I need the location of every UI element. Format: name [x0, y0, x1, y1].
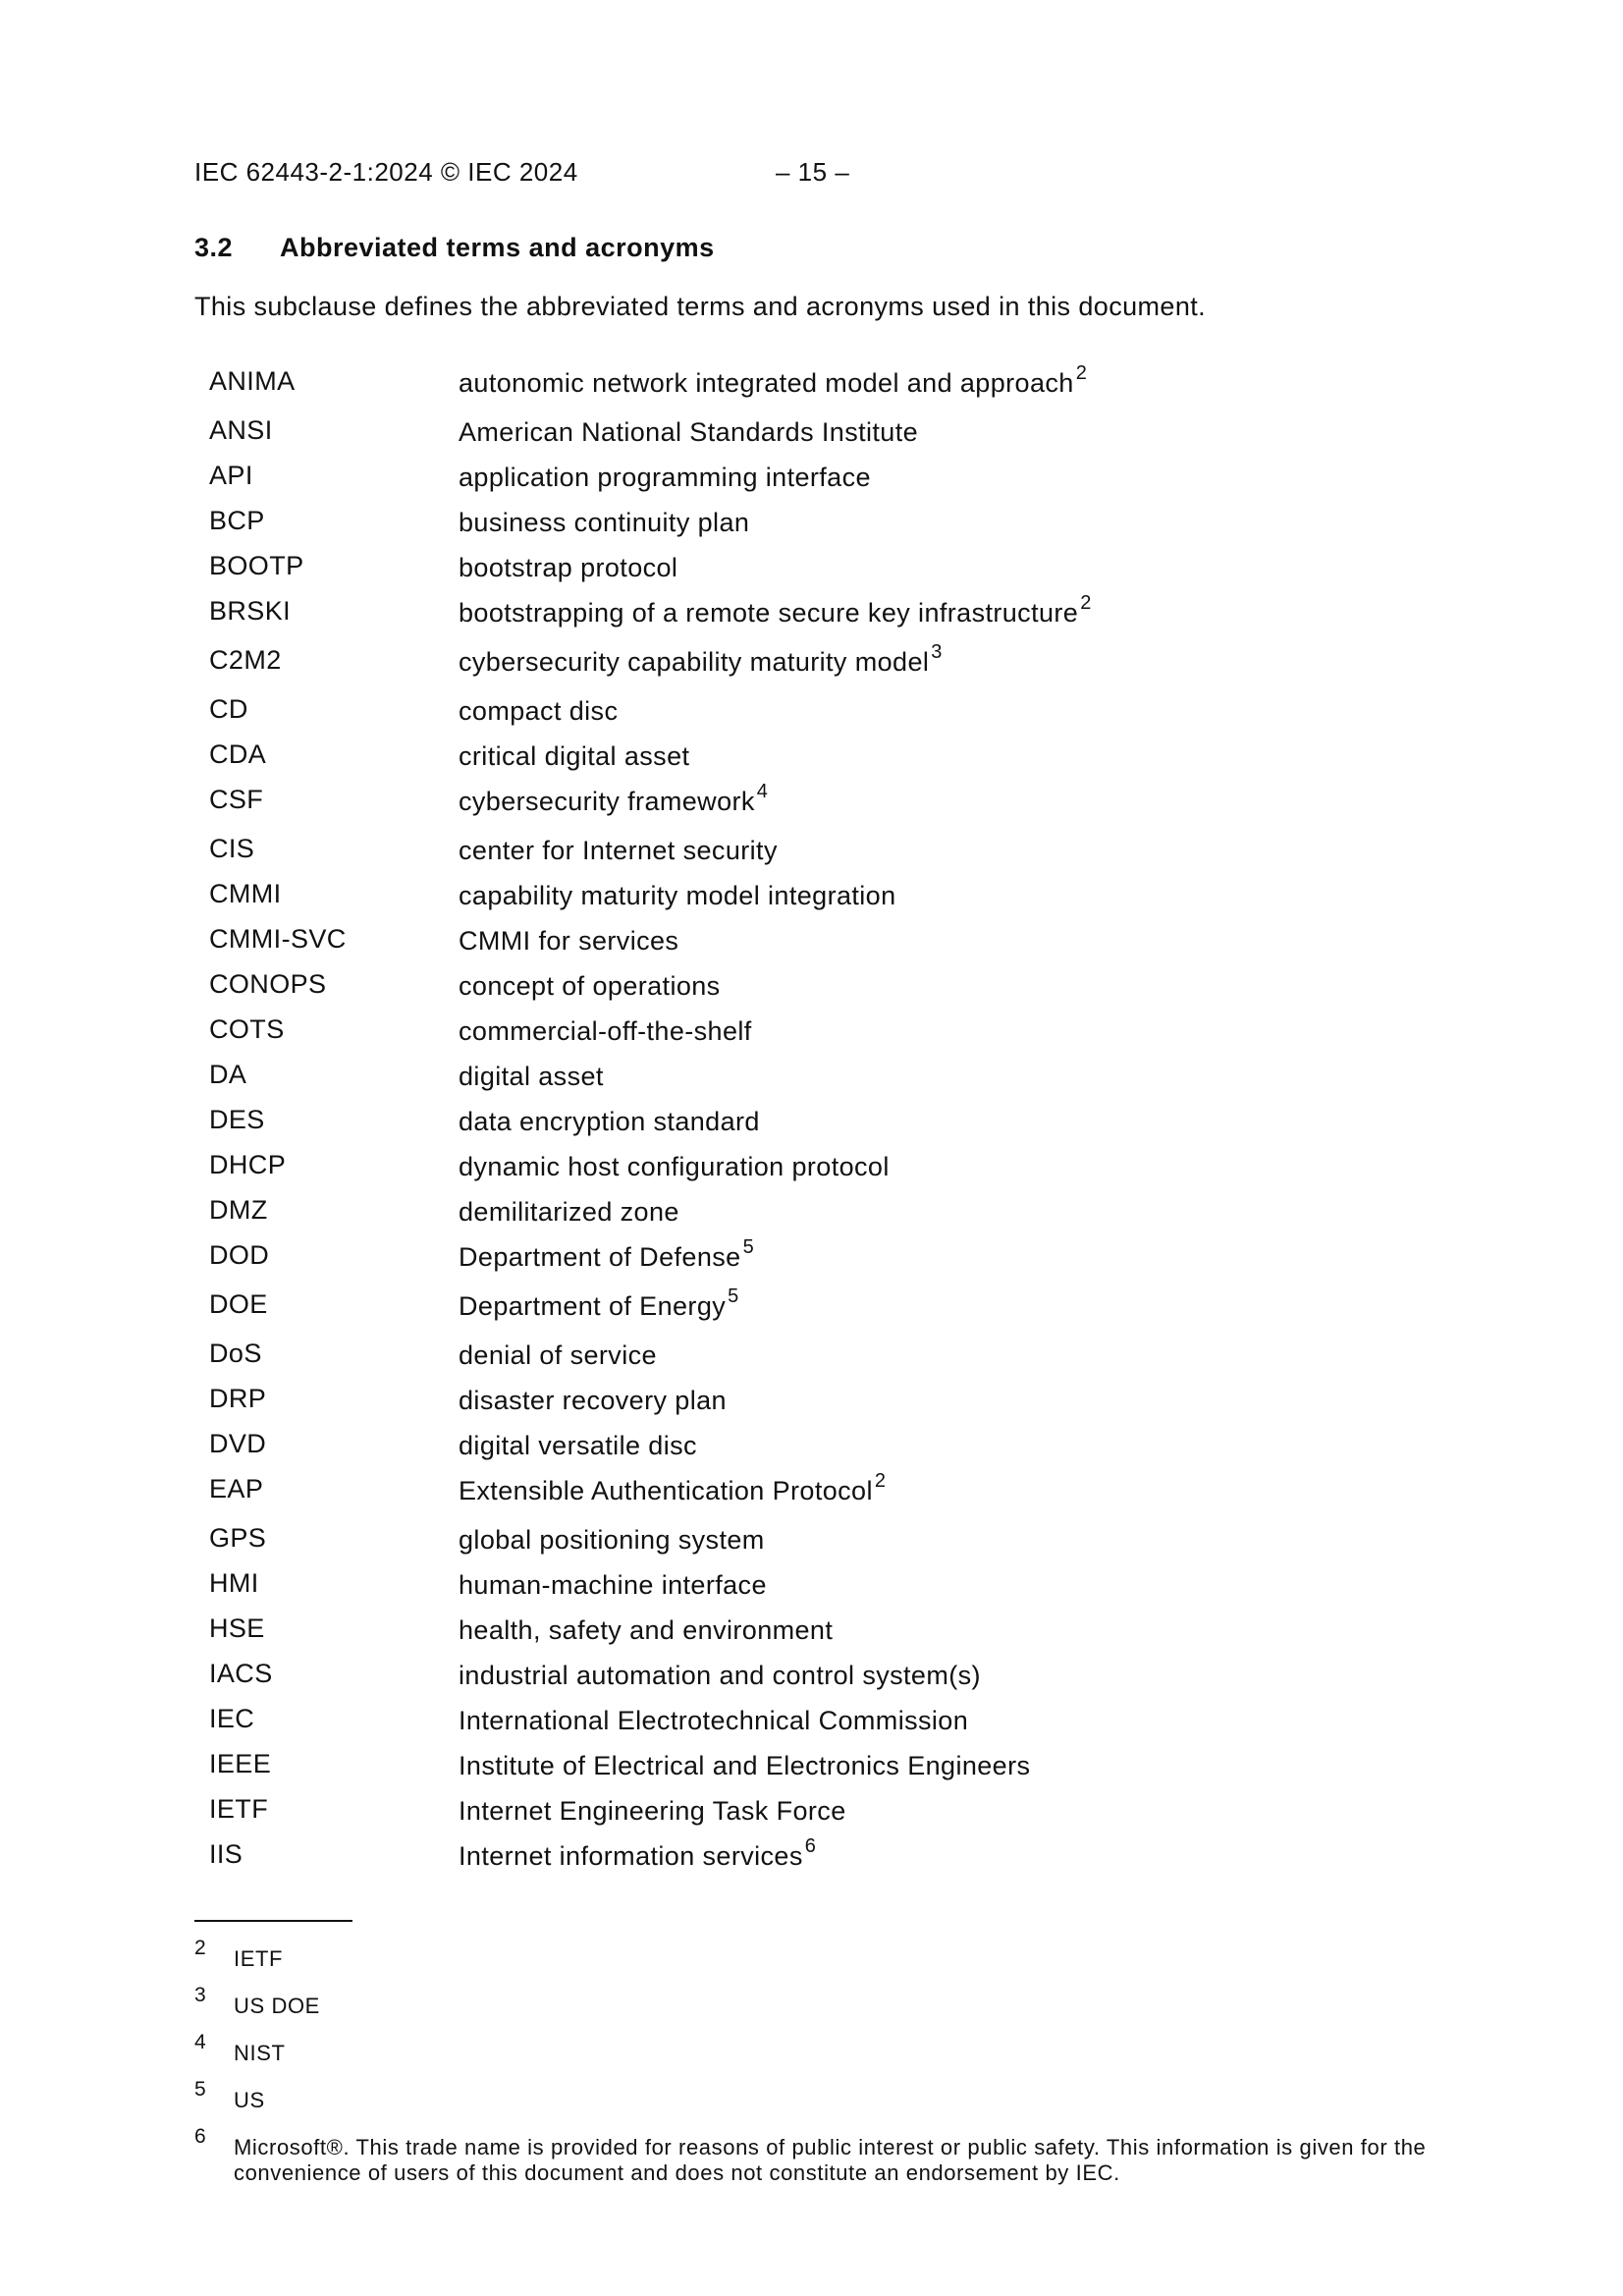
- term-row: [209, 1007, 1486, 1052]
- footnote-text: US: [234, 2088, 265, 2112]
- term-definition: [459, 1698, 968, 1743]
- term-abbreviation: DES: [209, 1105, 265, 1134]
- footnote-mark: 4: [194, 2031, 207, 2053]
- footnote-reference: 6: [804, 1835, 817, 1857]
- term-row: [209, 588, 1486, 637]
- term-definition: [459, 1144, 890, 1189]
- term-abbreviation: C2M2: [209, 645, 282, 675]
- footnote: [194, 2125, 1471, 2185]
- document-identifier: IEC 62443-2-1:2024 © IEC 2024: [194, 157, 578, 187]
- term-row: [209, 1741, 1486, 1786]
- term-definition-text: cybersecurity capability maturity model: [459, 647, 930, 677]
- term-definition-text: CMMI for services: [459, 926, 679, 956]
- term-abbreviation: IETF: [209, 1794, 269, 1824]
- term-row: [209, 916, 1486, 961]
- footnote-separator: [194, 1920, 352, 1922]
- term-definition-text: Institute of Electrical and Electronics Engineers: [459, 1751, 1031, 1780]
- term-row: [209, 1560, 1486, 1606]
- section-intro: This subclause defines the abbreviated terms and acronyms used in this document.: [194, 292, 1207, 321]
- section-number: 3.2: [194, 233, 234, 262]
- term-abbreviation: DVD: [209, 1429, 267, 1458]
- term-definition: [459, 918, 678, 963]
- term-row: [209, 1696, 1486, 1741]
- term-row: [209, 1052, 1486, 1097]
- term-definition-text: bootstrapping of a remote secure key infrastructure: [459, 598, 1079, 628]
- term-definition-text: center for Internet security: [459, 836, 778, 865]
- term-abbreviation: DOD: [209, 1240, 270, 1270]
- term-row: [209, 1232, 1486, 1282]
- term-definition-text: compact disc: [459, 696, 619, 726]
- term-definition: [459, 590, 1092, 635]
- term-definition-text: Department of Energy: [459, 1291, 727, 1321]
- footnote-mark: 5: [194, 2078, 207, 2101]
- term-abbreviation: IACS: [209, 1659, 273, 1688]
- term-abbreviation: DoS: [209, 1339, 262, 1368]
- footnote-text: Microsoft®. This trade name is provided for reasons of public interest or public safety. This information is given for the convenience of users of this document and does not constitute an endorsement by IEC.: [234, 2135, 1427, 2185]
- term-definition: [459, 1562, 767, 1608]
- term-definition: [459, 1009, 752, 1054]
- term-definition-text: health, safety and environment: [459, 1615, 834, 1645]
- term-definition: [459, 1054, 604, 1099]
- term-definition: [459, 734, 689, 779]
- term-definition: [459, 360, 1087, 406]
- term-definition-text: digital versatile disc: [459, 1431, 697, 1460]
- footnotes-list: [194, 1937, 1471, 2185]
- footnote-reference: 2: [1080, 592, 1092, 614]
- term-definition: [459, 1517, 765, 1562]
- term-definition-text: dynamic host configuration protocol: [459, 1152, 890, 1181]
- term-row: [209, 1606, 1486, 1651]
- term-abbreviation: IIS: [209, 1839, 243, 1869]
- term-row: [209, 1786, 1486, 1831]
- footnote: [194, 1984, 1471, 2031]
- term-row: [209, 637, 1486, 686]
- term-definition-text: industrial automation and control system(s): [459, 1661, 981, 1690]
- term-definition: [459, 500, 749, 545]
- term-abbreviation: DMZ: [209, 1195, 268, 1225]
- term-abbreviation: BRSKI: [209, 596, 292, 626]
- term-definition: [459, 1788, 846, 1833]
- term-abbreviation: HMI: [209, 1568, 259, 1598]
- term-definition-text: concept of operations: [459, 971, 721, 1001]
- term-row: [209, 1831, 1486, 1881]
- term-definition: [459, 873, 896, 918]
- footnote-reference: 4: [756, 781, 769, 802]
- term-definition: [459, 1608, 833, 1653]
- term-row: [209, 408, 1486, 453]
- term-row: [209, 1142, 1486, 1187]
- term-definition-text: demilitarized zone: [459, 1197, 679, 1227]
- term-definition: [459, 455, 871, 500]
- term-definition: [459, 545, 677, 590]
- term-definition-text: Extensible Authentication Protocol: [459, 1476, 873, 1505]
- term-row: [209, 1282, 1486, 1331]
- term-definition: [459, 1333, 657, 1378]
- footnote-reference: 5: [728, 1285, 739, 1307]
- term-abbreviation: BCP: [209, 506, 265, 535]
- term-definition: [459, 639, 943, 684]
- footnote-reference: 2: [874, 1470, 887, 1492]
- section-heading: [194, 233, 715, 263]
- term-definition-text: cybersecurity framework: [459, 787, 755, 816]
- page-header: [194, 157, 850, 188]
- page-number: – 15 –: [776, 157, 850, 187]
- footnote-mark: 6: [194, 2125, 207, 2148]
- term-definition-text: human-machine interface: [459, 1570, 767, 1600]
- term-row: [209, 732, 1486, 777]
- term-definition: [459, 1423, 697, 1468]
- footnote-mark: 3: [194, 1984, 207, 2006]
- term-row: [209, 358, 1486, 408]
- term-abbreviation: DOE: [209, 1289, 268, 1319]
- term-definition: [459, 1189, 679, 1234]
- footnote-text: NIST: [234, 2041, 286, 2065]
- term-definition-text: business continuity plan: [459, 508, 750, 537]
- term-definition: [459, 1743, 1030, 1788]
- term-definition-text: autonomic network integrated model and approach: [459, 368, 1074, 398]
- term-definition-text: Internet information services: [459, 1841, 803, 1871]
- footnote-mark: 2: [194, 1937, 207, 1959]
- term-abbreviation: CMMI-SVC: [209, 924, 347, 954]
- term-row: [209, 1376, 1486, 1421]
- terms-list: [209, 358, 1486, 1881]
- section-title: Abbreviated terms and acronyms: [280, 233, 715, 262]
- term-definition: [459, 1468, 886, 1513]
- term-definition-text: critical digital asset: [459, 741, 690, 771]
- term-abbreviation: IEC: [209, 1704, 255, 1733]
- term-definition-text: Department of Defense: [459, 1242, 741, 1272]
- term-row: [209, 543, 1486, 588]
- term-abbreviation: API: [209, 461, 253, 490]
- term-abbreviation: CSF: [209, 785, 264, 814]
- term-abbreviation: EAP: [209, 1474, 264, 1503]
- term-definition-text: digital asset: [459, 1062, 604, 1091]
- term-row: [209, 826, 1486, 871]
- term-abbreviation: BOOTP: [209, 551, 304, 580]
- term-definition: [459, 963, 721, 1009]
- term-abbreviation: IEEE: [209, 1749, 272, 1778]
- term-abbreviation: DA: [209, 1060, 247, 1089]
- term-definition: [459, 688, 618, 734]
- term-definition-text: American National Standards Institute: [459, 417, 919, 447]
- term-row: [209, 1651, 1486, 1696]
- term-abbreviation: CD: [209, 694, 248, 724]
- term-row: [209, 871, 1486, 916]
- term-row: [209, 686, 1486, 732]
- term-abbreviation: HSE: [209, 1613, 265, 1643]
- term-definition-text: bootstrap protocol: [459, 553, 678, 582]
- term-definition: [459, 1234, 754, 1280]
- term-definition-text: commercial-off-the-shelf: [459, 1016, 752, 1046]
- term-abbreviation: ANIMA: [209, 366, 296, 396]
- footnote-text: US DOE: [234, 1994, 320, 2018]
- term-row: [209, 1466, 1486, 1515]
- term-definition: [459, 410, 918, 455]
- term-row: [209, 777, 1486, 826]
- term-definition-text: Internet Engineering Task Force: [459, 1796, 846, 1826]
- footnote: [194, 2078, 1471, 2125]
- footnote-reference: 2: [1075, 362, 1088, 384]
- term-row: [209, 1421, 1486, 1466]
- footnote: [194, 1937, 1471, 1984]
- footnote-reference: 3: [931, 641, 943, 663]
- term-abbreviation: ANSI: [209, 415, 273, 445]
- term-definition: [459, 1099, 760, 1144]
- term-abbreviation: CDA: [209, 739, 267, 769]
- term-abbreviation: CIS: [209, 834, 255, 863]
- term-definition: [459, 828, 778, 873]
- term-definition-text: capability maturity model integration: [459, 881, 896, 910]
- term-definition: [459, 1653, 981, 1698]
- footnote-reference: 5: [742, 1236, 755, 1258]
- term-definition: [459, 779, 768, 824]
- term-abbreviation: COTS: [209, 1014, 285, 1044]
- term-definition: [459, 1833, 816, 1879]
- term-definition: [459, 1284, 739, 1329]
- term-row: [209, 1097, 1486, 1142]
- term-row: [209, 1331, 1486, 1376]
- term-definition-text: denial of service: [459, 1340, 657, 1370]
- term-abbreviation: GPS: [209, 1523, 267, 1553]
- term-definition-text: data encryption standard: [459, 1107, 760, 1136]
- term-row: [209, 1187, 1486, 1232]
- term-row: [209, 1515, 1486, 1560]
- term-abbreviation: DHCP: [209, 1150, 287, 1179]
- term-row: [209, 961, 1486, 1007]
- term-definition-text: global positioning system: [459, 1525, 765, 1555]
- term-abbreviation: CMMI: [209, 879, 282, 908]
- footnote: [194, 2031, 1471, 2078]
- term-abbreviation: DRP: [209, 1384, 267, 1413]
- term-row: [209, 498, 1486, 543]
- term-definition-text: application programming interface: [459, 463, 871, 492]
- term-row: [209, 453, 1486, 498]
- term-abbreviation: CONOPS: [209, 969, 327, 999]
- term-definition-text: disaster recovery plan: [459, 1386, 727, 1415]
- term-definition: [459, 1378, 727, 1423]
- term-definition-text: International Electrotechnical Commission: [459, 1706, 969, 1735]
- footnote-text: IETF: [234, 1946, 284, 1971]
